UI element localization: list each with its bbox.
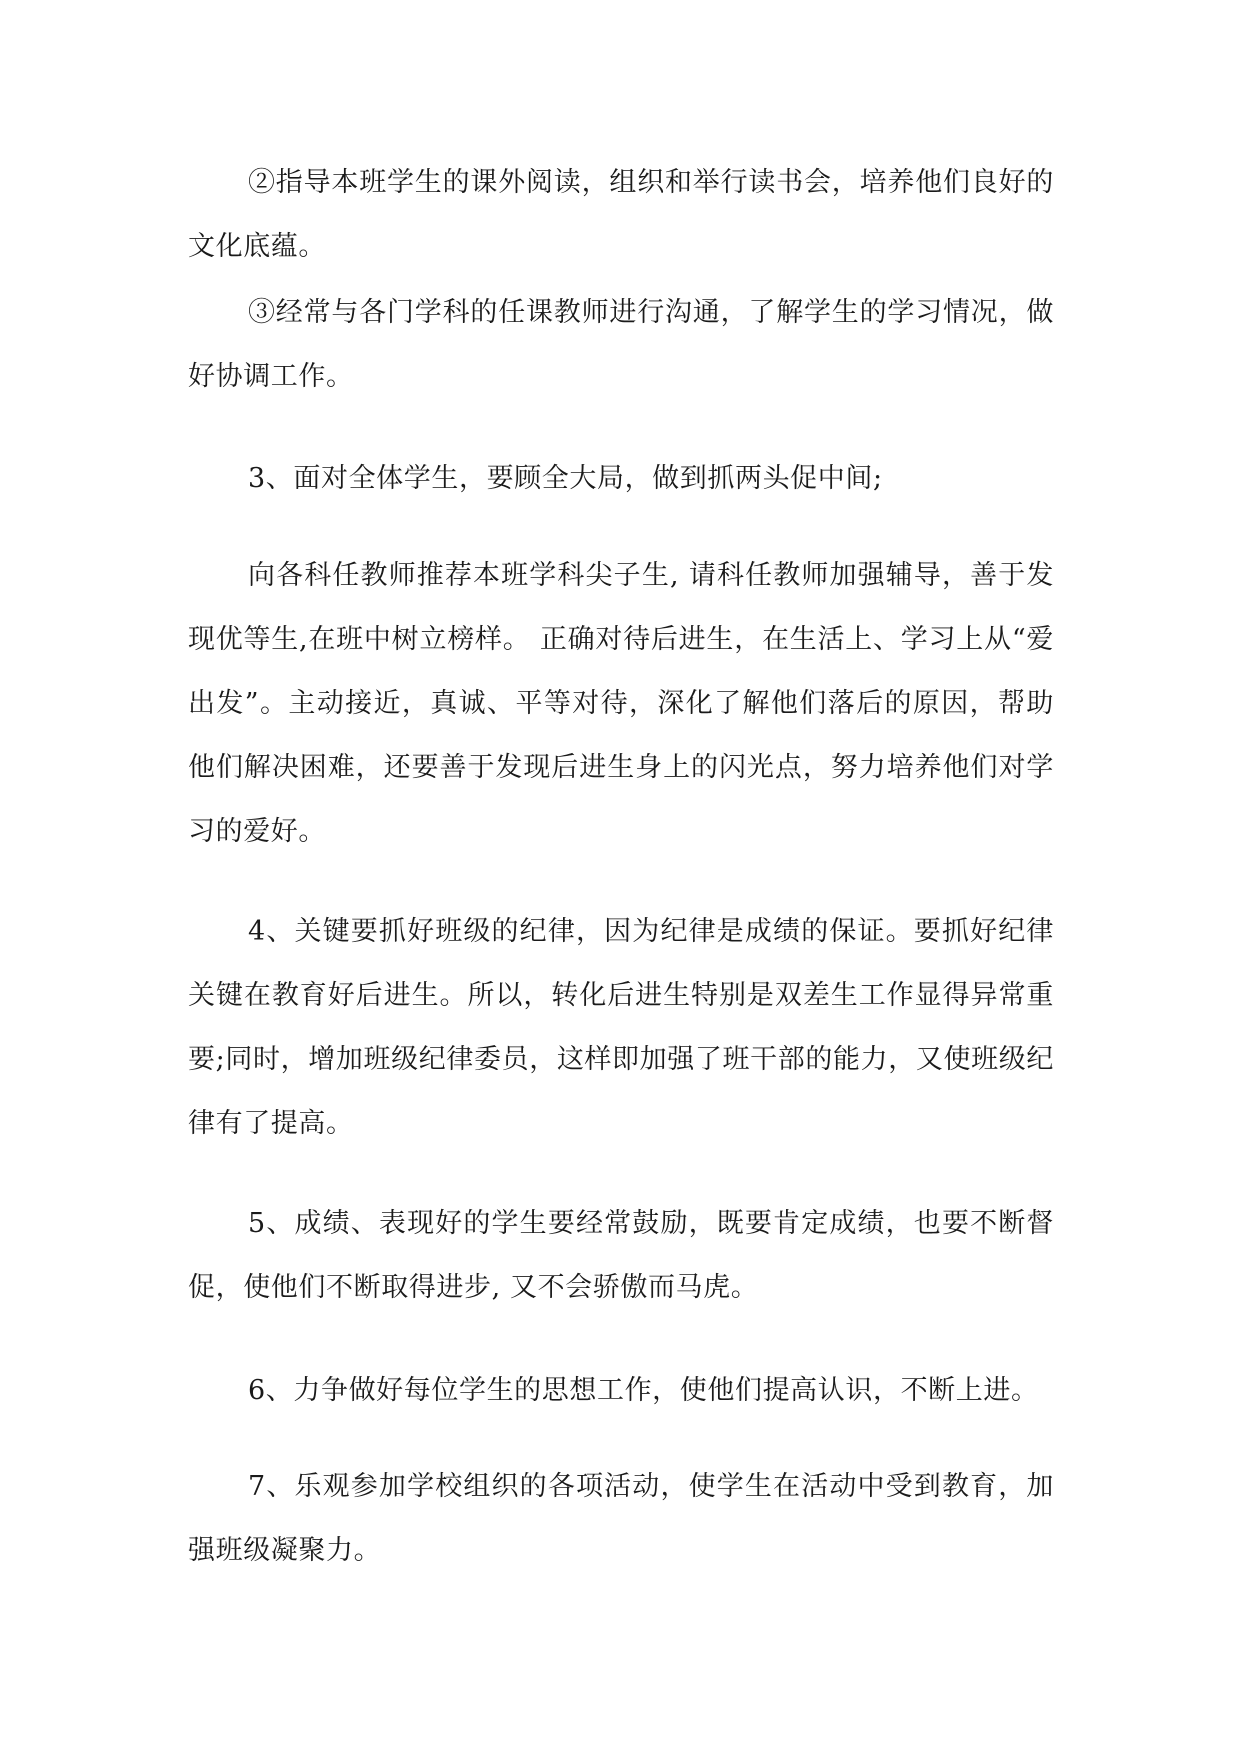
paragraph-item-6: 6、力争做好每位学生的思想工作，使他们提高认识，不断上进。 <box>248 1375 1039 1406</box>
paragraph-teacher-communication: ③经常与各门学科的任课教师进行沟通，了解学生的学习情况，做好协调工作。 <box>188 297 1054 392</box>
paragraph-item-4: 4、关键要抓好班级的纪律，因为纪律是成绩的保证。要抓好纪律关键在教育好后进生。所以，转化后进生特别是双差生工作显得异常重要;同时，增加班级纪律委员，这样即加强了班干部的能力，又使班级纪律有了提高。 <box>188 916 1054 1139</box>
paragraph-top-and-struggling-students: 向各科任教师推荐本班学科尖子生, 请科任教师加强辅导，善于发现优等生,在班中树立榜样。 正确对待后进生，在生活上、学习上从“爱出发”。主动接近，真诚、平等对待，深化了解他们落后的原因，帮助他们解决困难，还要善于发现后进生身上的闪光点，努力培养他们对学习的爱好。 <box>188 560 1054 847</box>
paragraph-item-7: 7、乐观参加学校组织的各项活动，使学生在活动中受到教育，加强班级凝聚力。 <box>188 1471 1054 1566</box>
paragraph-guide-reading: ②指导本班学生的课外阅读，组织和举行读书会，培养他们良好的文化底蕴。 <box>188 167 1054 262</box>
paragraph-item-5: 5、成绩、表现好的学生要经常鼓励，既要肯定成绩，也要不断督促，使他们不断取得进步, 又不会骄傲而马虎。 <box>188 1208 1054 1303</box>
paragraph-item-3: 3、面对全体学生，要顾全大局，做到抓两头促中间; <box>248 463 883 494</box>
